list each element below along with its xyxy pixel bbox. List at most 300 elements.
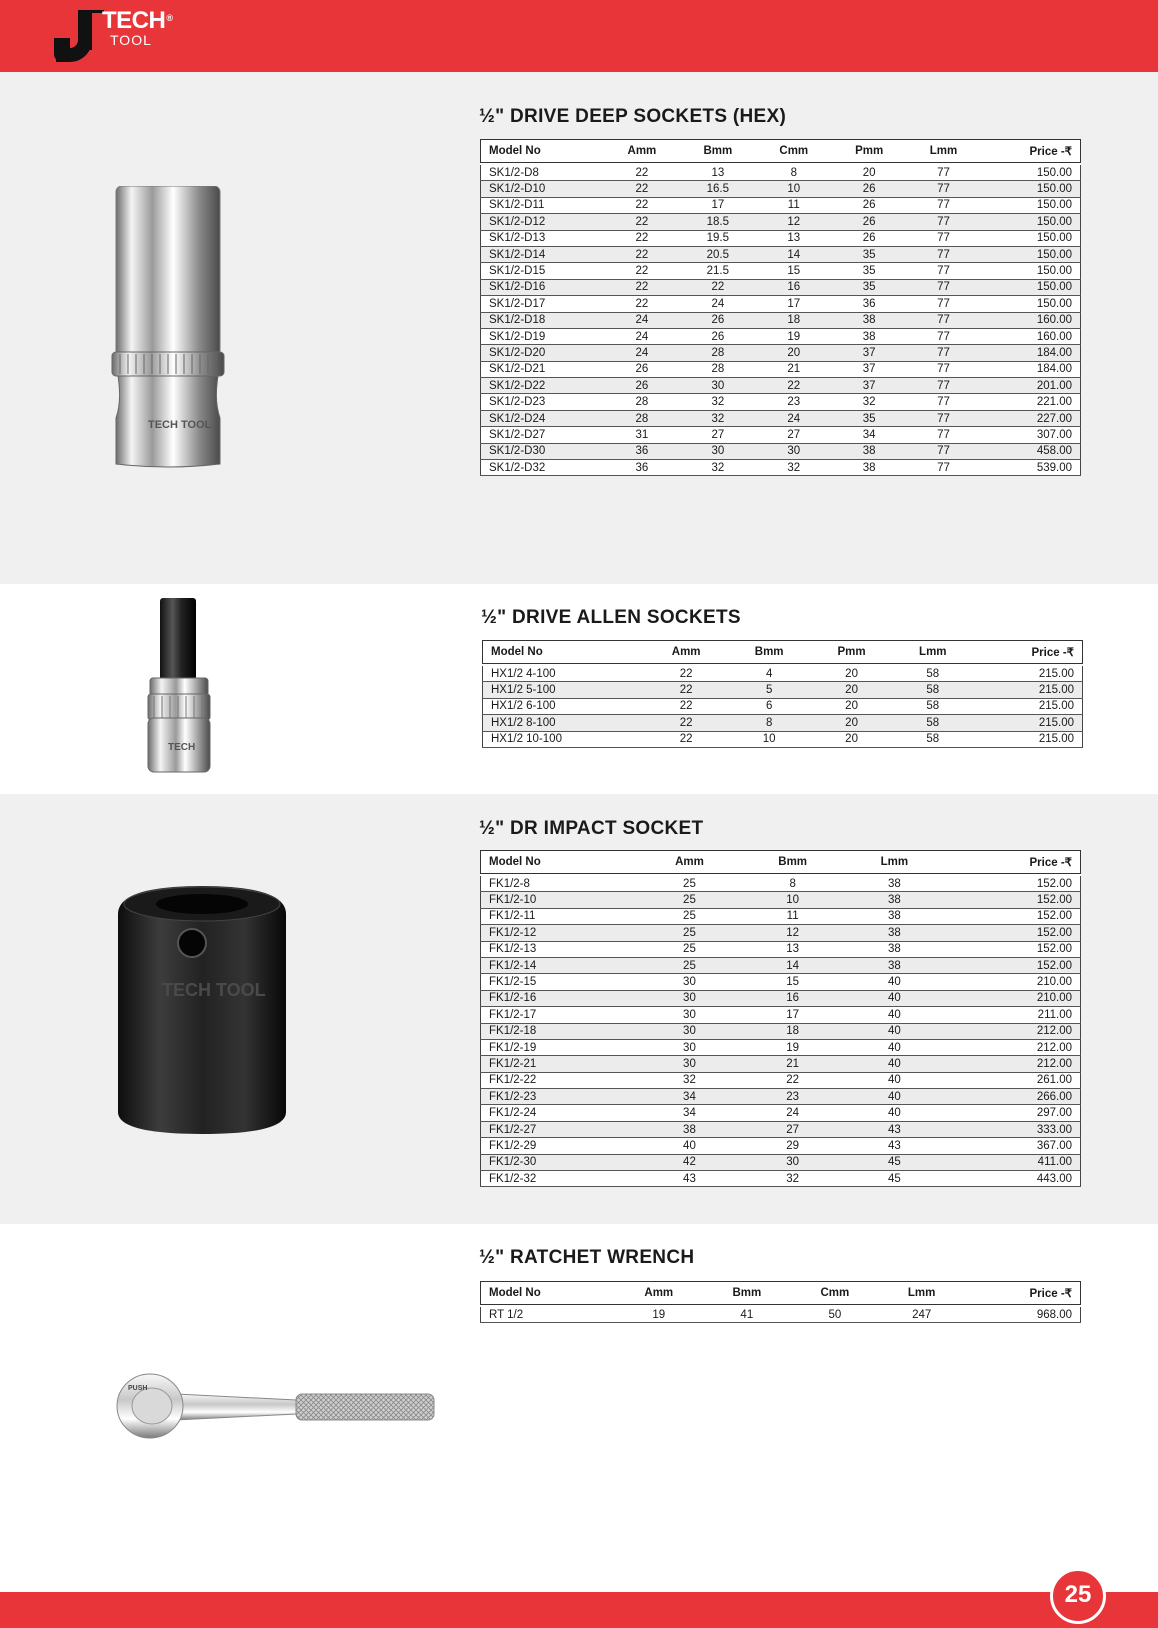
table-cell: 30 <box>680 443 756 459</box>
impact-socket-title: ½" DR IMPACT SOCKET <box>479 818 704 839</box>
table-cell: 150.00 <box>980 246 1080 262</box>
column-header: Pmm <box>832 140 907 163</box>
table-cell: 25 <box>638 908 741 924</box>
column-header: Amm <box>645 641 728 664</box>
table-cell: HX1/2 8-100 <box>483 715 645 731</box>
brand-name: TECH® <box>102 7 173 34</box>
table-cell: 6 <box>728 698 811 714</box>
table-cell: 32 <box>741 1171 844 1187</box>
table-cell: 21 <box>756 361 832 377</box>
table-cell: 38 <box>844 941 944 957</box>
table-cell: 77 <box>907 230 981 246</box>
table-row <box>483 666 1083 682</box>
table-row <box>481 279 1081 295</box>
column-header: Model No <box>481 140 604 163</box>
table-cell: 35 <box>832 246 907 262</box>
table-cell: 77 <box>907 410 981 426</box>
table-row <box>481 1089 1081 1105</box>
table-cell: FK1/2-16 <box>481 990 638 1006</box>
table-cell: 17 <box>741 1007 844 1023</box>
table-header-row <box>481 1282 1081 1305</box>
table-cell: 968.00 <box>964 1307 1080 1323</box>
push-button-label: PUSH <box>128 1385 148 1392</box>
table-cell: SK1/2-D23 <box>481 394 604 410</box>
table-cell: 5 <box>728 682 811 698</box>
table-row <box>481 1105 1081 1121</box>
table-row <box>481 312 1081 328</box>
table-cell: FK1/2-15 <box>481 974 638 990</box>
allen-engraving: TECH <box>168 742 196 753</box>
table-row <box>483 731 1083 747</box>
table-row <box>481 345 1081 361</box>
table-cell: FK1/2-8 <box>481 876 638 892</box>
table-cell: 43 <box>844 1121 944 1137</box>
table-cell: 367.00 <box>945 1138 1081 1154</box>
table-cell: 20 <box>811 715 893 731</box>
table-cell: SK1/2-D27 <box>481 427 604 443</box>
table-cell: 29 <box>741 1138 844 1154</box>
impact-engraving: TECH TOOL <box>162 980 266 1000</box>
ratchet-wrench-table <box>480 1281 1081 1323</box>
table-cell: 150.00 <box>980 165 1080 181</box>
table-cell: HX1/2 5-100 <box>483 682 645 698</box>
table-cell: 211.00 <box>945 1007 1081 1023</box>
table-cell: 40 <box>844 974 944 990</box>
table-cell: 35 <box>832 279 907 295</box>
table-row <box>481 230 1081 246</box>
table-cell: 184.00 <box>980 361 1080 377</box>
table-row <box>481 1023 1081 1039</box>
table-cell: 30 <box>741 1154 844 1170</box>
table-cell: 77 <box>907 279 981 295</box>
table-cell: 22 <box>645 715 728 731</box>
table-cell: FK1/2-14 <box>481 957 638 973</box>
table-cell: 21.5 <box>680 263 756 279</box>
table-cell: 77 <box>907 394 981 410</box>
table-cell: 41 <box>703 1307 791 1323</box>
table-cell: 24 <box>604 345 680 361</box>
table-cell: 77 <box>907 246 981 262</box>
table-cell: FK1/2-17 <box>481 1007 638 1023</box>
table-cell: FK1/2-10 <box>481 892 638 908</box>
table-cell: 22 <box>680 279 756 295</box>
ratchet-wrench-title: ½" RATCHET WRENCH <box>479 1247 695 1268</box>
table-row <box>481 1154 1081 1170</box>
page-number: 25 <box>1050 1568 1106 1624</box>
table-cell: 20 <box>811 682 893 698</box>
table-cell: 77 <box>907 427 981 443</box>
table-cell: FK1/2-18 <box>481 1023 638 1039</box>
table-cell: 32 <box>680 460 756 476</box>
table-cell: 34 <box>832 427 907 443</box>
table-cell: 11 <box>756 197 832 213</box>
column-header: Lmm <box>844 851 944 874</box>
column-header: Price -₹ <box>973 641 1082 664</box>
table-cell: 19.5 <box>680 230 756 246</box>
table-cell: 38 <box>832 443 907 459</box>
table-cell: 22 <box>645 682 728 698</box>
table-cell: 23 <box>756 394 832 410</box>
table-cell: 28 <box>680 345 756 361</box>
table-cell: 24 <box>756 410 832 426</box>
table-row <box>481 1039 1081 1055</box>
table-cell: 12 <box>756 214 832 230</box>
table-cell: 20 <box>832 165 907 181</box>
table-row <box>481 957 1081 973</box>
table-cell: 38 <box>832 328 907 344</box>
table-cell: 77 <box>907 361 981 377</box>
table-cell: 77 <box>907 214 981 230</box>
table-cell: 42 <box>638 1154 741 1170</box>
table-row <box>481 892 1081 908</box>
table-cell: 28 <box>680 361 756 377</box>
table-cell: 150.00 <box>980 279 1080 295</box>
column-header: Model No <box>481 851 638 874</box>
table-cell: HX1/2 10-100 <box>483 731 645 747</box>
table-cell: 24 <box>680 296 756 312</box>
table-cell: SK1/2-D13 <box>481 230 604 246</box>
table-cell: 24 <box>604 312 680 328</box>
table-cell: 40 <box>844 1007 944 1023</box>
table-cell: 150.00 <box>980 263 1080 279</box>
column-header: Lmm <box>879 1282 965 1305</box>
table-cell: 18.5 <box>680 214 756 230</box>
table-cell: SK1/2-D32 <box>481 460 604 476</box>
table-cell: 20 <box>756 345 832 361</box>
table-cell: 40 <box>844 1039 944 1055</box>
deep-socket-photo <box>108 186 228 468</box>
table-row <box>481 214 1081 230</box>
table-cell: 40 <box>844 1105 944 1121</box>
table-cell: SK1/2-D17 <box>481 296 604 312</box>
table-cell: 36 <box>604 443 680 459</box>
table-row <box>483 698 1083 714</box>
table-cell: 25 <box>638 941 741 957</box>
table-cell: 38 <box>832 460 907 476</box>
table-cell: RT 1/2 <box>481 1307 615 1323</box>
column-header: Lmm <box>907 140 981 163</box>
table-cell: 17 <box>680 197 756 213</box>
table-cell: 27 <box>680 427 756 443</box>
socket-engraving: TECH TOOL <box>148 419 212 431</box>
table-cell: 38 <box>832 312 907 328</box>
column-header: Lmm <box>892 641 973 664</box>
table-cell: 297.00 <box>945 1105 1081 1121</box>
table-cell: 261.00 <box>945 1072 1081 1088</box>
table-row <box>481 443 1081 459</box>
deep-sockets-table <box>480 139 1081 476</box>
table-cell: 43 <box>638 1171 741 1187</box>
table-row <box>481 1138 1081 1154</box>
table-cell: 10 <box>741 892 844 908</box>
table-row <box>481 328 1081 344</box>
table-cell: 215.00 <box>973 682 1082 698</box>
table-cell: 77 <box>907 328 981 344</box>
table-cell: 34 <box>638 1089 741 1105</box>
table-cell: 26 <box>680 328 756 344</box>
table-row <box>481 1171 1081 1187</box>
table-row <box>481 394 1081 410</box>
table-row <box>481 1121 1081 1137</box>
table-cell: SK1/2-D18 <box>481 312 604 328</box>
table-cell: 212.00 <box>945 1039 1081 1055</box>
table-cell: 50 <box>791 1307 879 1323</box>
table-cell: SK1/2-D20 <box>481 345 604 361</box>
table-cell: 15 <box>756 263 832 279</box>
table-cell: 20 <box>811 698 893 714</box>
table-cell: 26 <box>832 181 907 197</box>
table-row <box>481 908 1081 924</box>
table-cell: SK1/2-D19 <box>481 328 604 344</box>
table-cell: 152.00 <box>945 925 1081 941</box>
table-cell: 38 <box>844 876 944 892</box>
table-cell: FK1/2-29 <box>481 1138 638 1154</box>
table-cell: 12 <box>741 925 844 941</box>
table-cell: 30 <box>756 443 832 459</box>
table-row <box>481 925 1081 941</box>
deep-sockets-title: ½" DRIVE DEEP SOCKETS (HEX) <box>479 106 787 127</box>
table-cell: 458.00 <box>980 443 1080 459</box>
table-cell: 215.00 <box>973 731 1082 747</box>
table-cell: 38 <box>638 1121 741 1137</box>
table-cell: 26 <box>604 361 680 377</box>
table-cell: FK1/2-12 <box>481 925 638 941</box>
table-cell: 11 <box>741 908 844 924</box>
table-cell: 28 <box>604 410 680 426</box>
table-cell: SK1/2-D21 <box>481 361 604 377</box>
table-row <box>481 296 1081 312</box>
table-cell: 77 <box>907 345 981 361</box>
table-cell: 22 <box>604 197 680 213</box>
table-cell: 35 <box>832 263 907 279</box>
table-cell: 22 <box>604 246 680 262</box>
table-cell: HX1/2 4-100 <box>483 666 645 682</box>
table-cell: 20 <box>811 666 893 682</box>
table-cell: 30 <box>638 1023 741 1039</box>
table-cell: 22 <box>604 165 680 181</box>
allen-sockets-title: ½" DRIVE ALLEN SOCKETS <box>481 607 741 628</box>
table-cell: FK1/2-24 <box>481 1105 638 1121</box>
table-cell: 150.00 <box>980 230 1080 246</box>
table-cell: 215.00 <box>973 666 1082 682</box>
table-cell: 227.00 <box>980 410 1080 426</box>
table-cell: 58 <box>892 666 973 682</box>
table-cell: 150.00 <box>980 181 1080 197</box>
table-cell: 37 <box>832 361 907 377</box>
allen-sockets-table <box>482 640 1083 748</box>
table-row <box>481 460 1081 476</box>
table-cell: 8 <box>756 165 832 181</box>
table-cell: 160.00 <box>980 328 1080 344</box>
table-cell: 333.00 <box>945 1121 1081 1137</box>
table-cell: SK1/2-D30 <box>481 443 604 459</box>
table-cell: SK1/2-D10 <box>481 181 604 197</box>
table-cell: 45 <box>844 1154 944 1170</box>
table-row <box>481 1056 1081 1072</box>
table-row <box>481 974 1081 990</box>
table-cell: 36 <box>832 296 907 312</box>
table-row <box>481 410 1081 426</box>
table-cell: 13 <box>680 165 756 181</box>
table-cell: 8 <box>728 715 811 731</box>
table-cell: FK1/2-32 <box>481 1171 638 1187</box>
table-cell: 266.00 <box>945 1089 1081 1105</box>
table-cell: 18 <box>741 1023 844 1039</box>
table-row <box>483 715 1083 731</box>
table-cell: 77 <box>907 165 981 181</box>
table-cell: 22 <box>604 296 680 312</box>
table-cell: 26 <box>832 214 907 230</box>
table-cell: 34 <box>638 1105 741 1121</box>
table-cell: 30 <box>638 974 741 990</box>
footer-bar <box>0 1592 1158 1628</box>
table-cell: 38 <box>844 892 944 908</box>
table-cell: 212.00 <box>945 1023 1081 1039</box>
table-cell: 27 <box>756 427 832 443</box>
table-cell: 45 <box>844 1171 944 1187</box>
table-cell: 160.00 <box>980 312 1080 328</box>
table-cell: 35 <box>832 410 907 426</box>
table-cell: 307.00 <box>980 427 1080 443</box>
column-header: Cmm <box>791 1282 879 1305</box>
table-cell: 443.00 <box>945 1171 1081 1187</box>
table-cell: 13 <box>741 941 844 957</box>
table-cell: 32 <box>638 1072 741 1088</box>
column-header: Bmm <box>741 851 844 874</box>
table-cell: 37 <box>832 345 907 361</box>
table-cell: SK1/2-D24 <box>481 410 604 426</box>
table-cell: 38 <box>844 957 944 973</box>
table-cell: 77 <box>907 296 981 312</box>
table-cell: 247 <box>879 1307 965 1323</box>
table-cell: 38 <box>844 925 944 941</box>
table-cell: 25 <box>638 957 741 973</box>
table-cell: 26 <box>832 230 907 246</box>
table-cell: 411.00 <box>945 1154 1081 1170</box>
table-cell: 31 <box>604 427 680 443</box>
table-cell: 14 <box>741 957 844 973</box>
table-cell: 40 <box>844 1089 944 1105</box>
table-cell: 152.00 <box>945 908 1081 924</box>
column-header: Model No <box>483 641 645 664</box>
table-cell: 22 <box>604 230 680 246</box>
table-cell: 30 <box>638 1039 741 1055</box>
impact-socket-photo <box>112 884 292 1136</box>
table-cell: 539.00 <box>980 460 1080 476</box>
table-cell: 22 <box>756 378 832 394</box>
table-row <box>481 1307 1081 1323</box>
table-cell: 30 <box>638 1056 741 1072</box>
table-cell: 25 <box>638 892 741 908</box>
brand-subtitle: TOOL <box>110 32 152 48</box>
table-cell: 22 <box>645 666 728 682</box>
table-cell: 22 <box>645 731 728 747</box>
table-cell: 22 <box>604 181 680 197</box>
table-cell: 77 <box>907 197 981 213</box>
table-cell: 32 <box>680 394 756 410</box>
table-cell: FK1/2-30 <box>481 1154 638 1170</box>
table-row <box>481 1007 1081 1023</box>
table-cell: 24 <box>741 1105 844 1121</box>
table-cell: SK1/2-D16 <box>481 279 604 295</box>
table-cell: 152.00 <box>945 892 1081 908</box>
table-cell: 19 <box>756 328 832 344</box>
table-cell: 10 <box>728 731 811 747</box>
table-cell: 43 <box>844 1138 944 1154</box>
table-cell: 16 <box>756 279 832 295</box>
table-cell: 21 <box>741 1056 844 1072</box>
table-cell: 77 <box>907 378 981 394</box>
table-cell: 18 <box>756 312 832 328</box>
table-cell: 30 <box>680 378 756 394</box>
table-cell: 17 <box>756 296 832 312</box>
table-cell: 38 <box>844 908 944 924</box>
table-cell: FK1/2-22 <box>481 1072 638 1088</box>
table-cell: 40 <box>844 1072 944 1088</box>
table-cell: 27 <box>741 1121 844 1137</box>
table-cell: 152.00 <box>945 876 1081 892</box>
table-row <box>481 181 1081 197</box>
table-row <box>481 876 1081 892</box>
table-cell: 210.00 <box>945 974 1081 990</box>
table-cell: 215.00 <box>973 698 1082 714</box>
table-cell: 22 <box>604 263 680 279</box>
allen-socket-photo <box>140 598 220 774</box>
table-cell: 212.00 <box>945 1056 1081 1072</box>
column-header: Pmm <box>811 641 893 664</box>
table-cell: 77 <box>907 263 981 279</box>
table-row <box>483 682 1083 698</box>
table-row <box>481 165 1081 181</box>
table-cell: 32 <box>680 410 756 426</box>
table-cell: 24 <box>604 328 680 344</box>
table-cell: 40 <box>638 1138 741 1154</box>
column-header: Bmm <box>680 140 756 163</box>
table-cell: FK1/2-23 <box>481 1089 638 1105</box>
column-header: Price -₹ <box>945 851 1081 874</box>
table-cell: SK1/2-D14 <box>481 246 604 262</box>
table-row <box>481 990 1081 1006</box>
table-cell: 77 <box>907 443 981 459</box>
table-cell: 23 <box>741 1089 844 1105</box>
table-cell: 215.00 <box>973 715 1082 731</box>
table-cell: 150.00 <box>980 197 1080 213</box>
table-row <box>481 263 1081 279</box>
table-row <box>481 941 1081 957</box>
table-cell: 19 <box>615 1307 703 1323</box>
table-cell: 13 <box>756 230 832 246</box>
table-cell: 22 <box>604 279 680 295</box>
table-cell: 58 <box>892 682 973 698</box>
table-row <box>481 361 1081 377</box>
table-cell: 10 <box>756 181 832 197</box>
table-cell: 32 <box>756 460 832 476</box>
table-cell: FK1/2-19 <box>481 1039 638 1055</box>
table-cell: 210.00 <box>945 990 1081 1006</box>
table-row <box>481 378 1081 394</box>
table-cell: 16 <box>741 990 844 1006</box>
table-cell: 30 <box>638 990 741 1006</box>
table-cell: 8 <box>741 876 844 892</box>
table-cell: FK1/2-21 <box>481 1056 638 1072</box>
table-cell: 25 <box>638 925 741 941</box>
column-header: Bmm <box>703 1282 791 1305</box>
table-cell: 184.00 <box>980 345 1080 361</box>
table-cell: 40 <box>844 990 944 1006</box>
table-cell: 22 <box>741 1072 844 1088</box>
table-cell: 20 <box>811 731 893 747</box>
table-cell: SK1/2-D12 <box>481 214 604 230</box>
